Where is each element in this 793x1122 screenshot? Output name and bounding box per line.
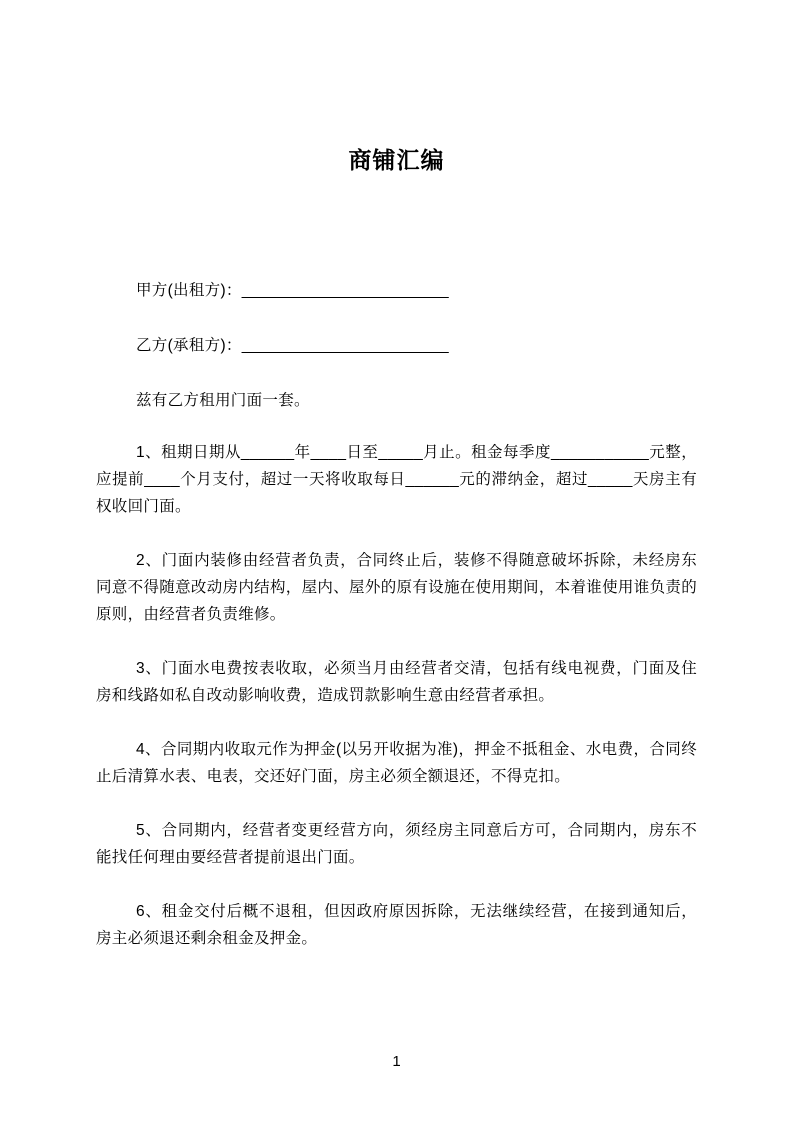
party-b-blank: ________________________ — [241, 337, 449, 354]
clause-5: 5、合同期内，经营者变更经营方向，须经房主同意后方可，合同期内，房东不能找任何理由要经营者提前退出门面。 — [96, 822, 697, 866]
party-b-line — [96, 332, 697, 359]
party-b-label: 乙方(承租方)： — [136, 337, 242, 354]
document-body — [96, 277, 697, 952]
clause-4: 4、合同期内收取元作为押金(以另开收据为准)，押金不抵租金、水电费，合同终止后清算水表、电表，交还好门面，房主必须全额退还，不得克扣。 — [96, 741, 697, 785]
party-a-blank: ________________________ — [241, 282, 449, 299]
document-title: 商铺汇编 — [348, 147, 445, 173]
intro-paragraph: 兹有乙方租用门面一套。 — [136, 392, 310, 409]
clause-2: 2、门面内装修由经营者负责，合同终止后，装修不得随意破坏拆除，未经房东同意不得随意改动房内结构，屋内、屋外的原有设施在使用期间，本着谁使用谁负责的原则，由经营者负责维修。 — [96, 552, 697, 623]
clause-6: 6、租金交付后概不退租，但因政府原因拆除，无法继续经营，在接到通知后，房主必须退还剩余租金及押金。 — [96, 903, 697, 947]
clause-3: 3、门面水电费按表收取，必须当月由经营者交清，包括有线电视费，门面及住房和线路如私自改动影响收费，造成罚款影响生意由经营者承担。 — [96, 660, 697, 704]
clause-1: 1、租期日期从______年____日至_____月止。租金每季度___________元整，应提前____个月支付，超过一天将收取每日______元的滞纳金，超过_____天房主有权收回门面。 — [96, 444, 697, 515]
party-a-label: 甲方(出租方)： — [136, 282, 242, 299]
page-number: 1 — [392, 1053, 401, 1070]
party-a-line — [96, 277, 697, 304]
